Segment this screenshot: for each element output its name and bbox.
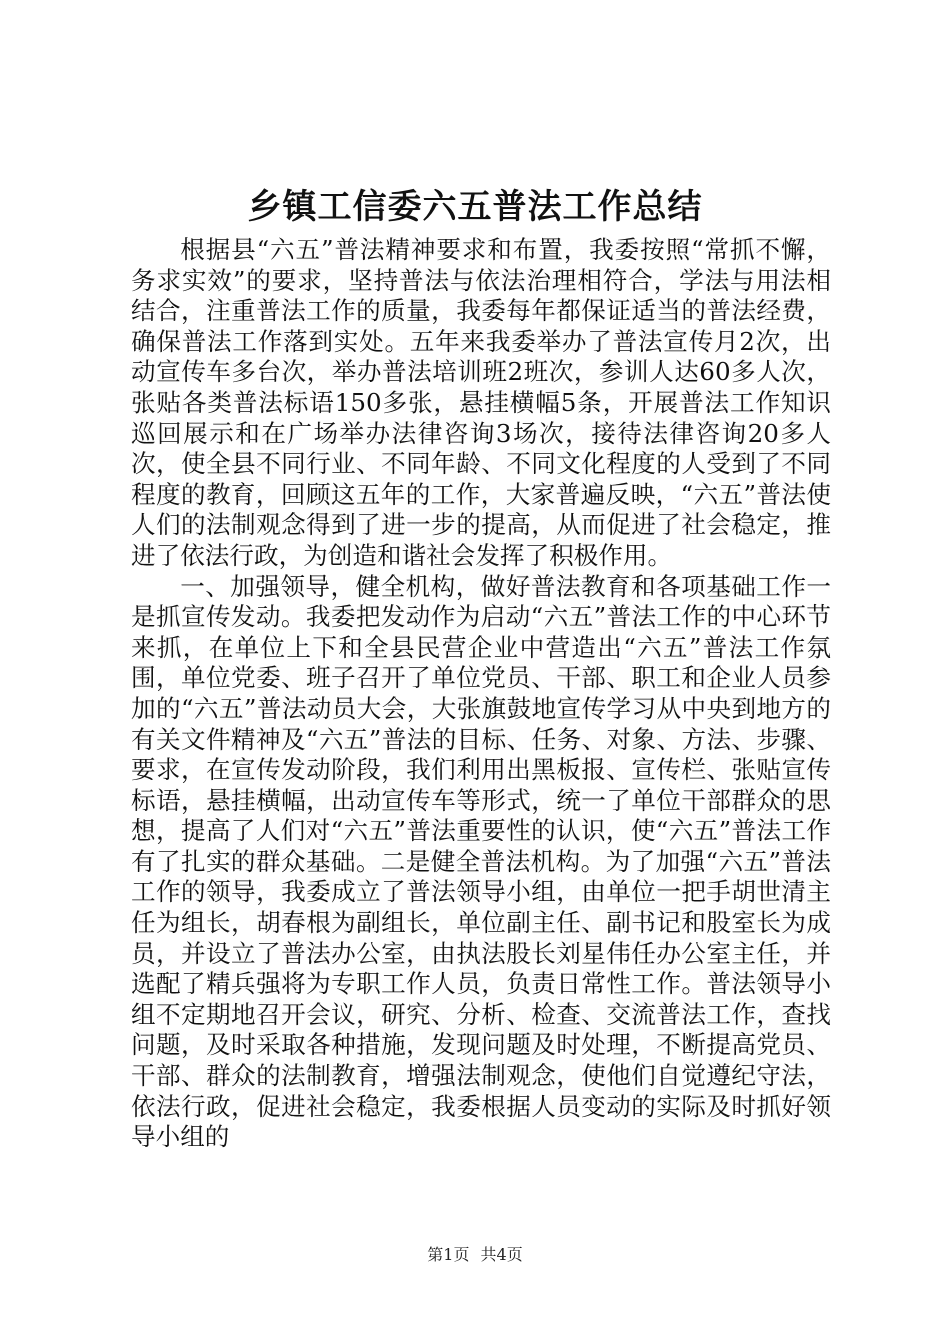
document-body	[131, 235, 831, 1153]
document-title: 乡镇工信委六五普法工作总结	[247, 187, 703, 227]
page-footer	[0, 1244, 950, 1266]
page-number: 第1页	[427, 1245, 470, 1264]
page-total: 共4页	[480, 1245, 523, 1264]
paragraph-section-one: 一、加强领导，健全机构，做好普法教育和各项基础工作一是抓宣传发动。我委把发动作为启动“六五”普法工作的中心环节来抓，在单位上下和全县民营企业中营造出“六五”普法工作氛围，单位党委、班子召开了单位党员、干部、职工和企业人员参加的“六五”普法动员大会，大张旗鼓地宣传学习从中央到地方的有关文件精神及“六五”普法的目标、任务、对象、方法、步骤、要求，在宣传发动阶段，我们利用出黑板报、宣传栏、张贴宣传标语，悬挂横幅，出动宣传车等形式，统一了单位干部群众的思想，提高了人们对“六五”普法重要性的认识，使“六五”普法工作有了扎实的群众基础。二是健全普法机构。为了加强“六五”普法工作的领导，我委成立了普法领导小组，由单位一把手胡世清主任为组长，胡春根为副组长，单位副主任、副书记和股室长为成员，并设立了普法办公室，由执法股长刘星伟任办公室主任，并选配了精兵强将为专职工作人员，负责日常性工作。普法领导小组不定期地召开会议，研究、分析、检查、交流普法工作，查找问题，及时采取各种措施，发现问题及时处理，不断提高党员、干部、群众的法制教育，增强法制观念，使他们自觉遵纪守法，依法行政，促进社会稳定，我委根据人员变动的实际及时抓好领导小组的	[131, 571, 831, 1152]
paragraph-intro: 根据县“六五”普法精神要求和布置，我委按照“常抓不懈，务求实效”的要求，坚持普法与依法治理相符合，学法与用法相结合，注重普法工作的质量，我委每年都保证适当的普法经费，确保普法工作落到实处。五年来我委举办了普法宣传月2次，出动宣传车多台次，举办普法培训班2班次，参训人达60多人次，张贴各类普法标语150多张，悬挂横幅5条，开展普法工作知识巡回展示和在广场举办法律咨询3场次，接待法律咨询20多人次，使全县不同行业、不同年龄、不同文化程度的人受到了不同程度的教育，回顾这五年的工作，大家普遍反映，“六五”普法使人们的法制观念得到了进一步的提高，从而促进了社会稳定，推进了依法行政，为创造和谐社会发挥了积极作用。	[131, 235, 831, 570]
